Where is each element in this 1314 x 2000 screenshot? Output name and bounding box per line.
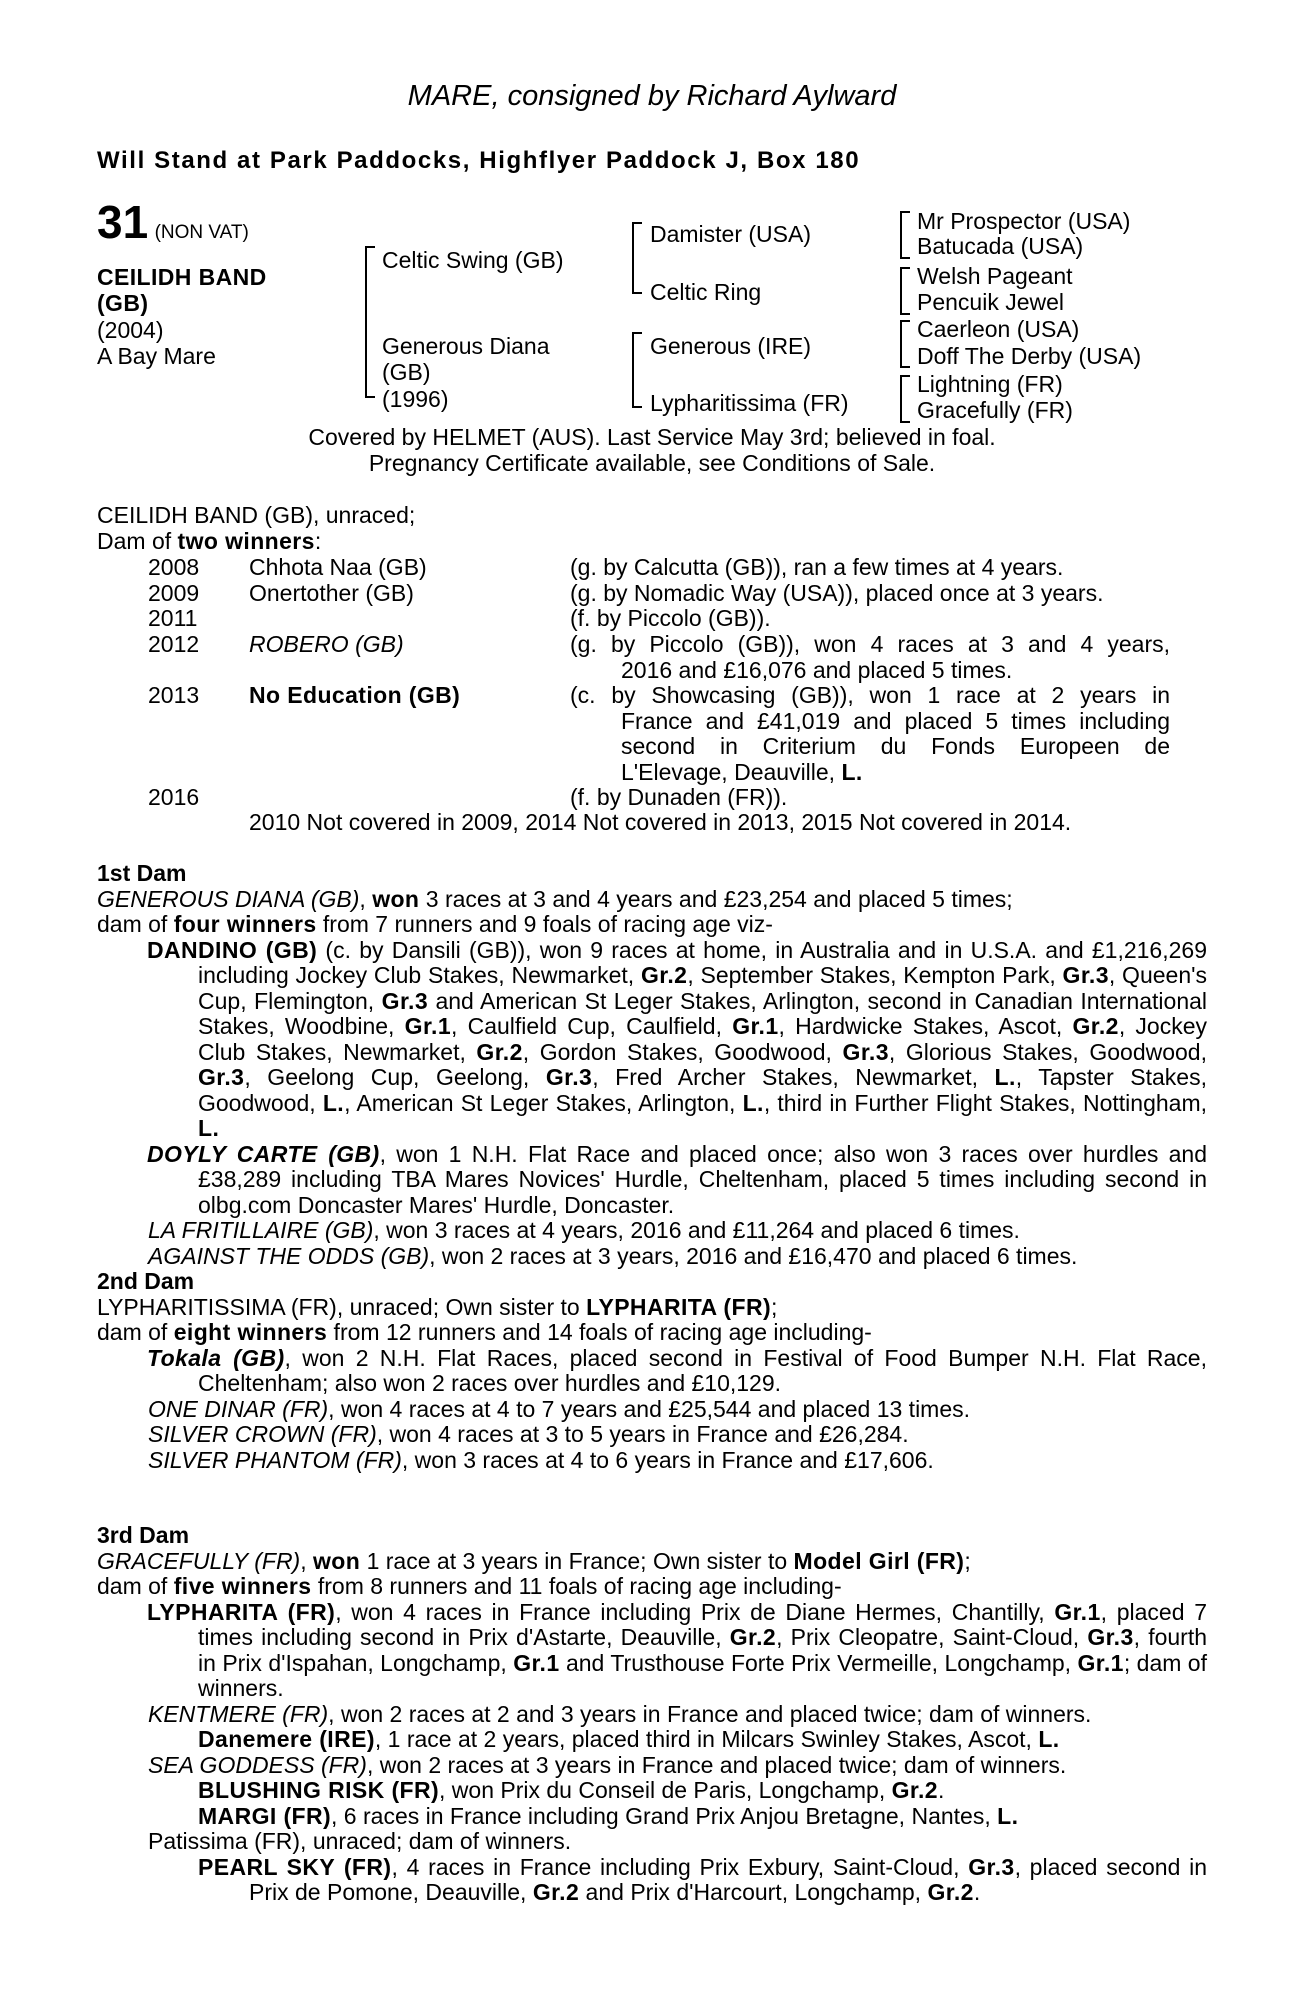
progeny-entry: DANDINO (GB) (c. by Dansili (GB)), won 9 races at home, in Australia and in U.S.A. and £1,216,269 including Jockey Club Stakes, Newmarket, Gr.2, September Stakes, Kempton Park, Gr.3, Queen's Cup, Flemington, Gr.3 and American St Leger Stakes, Arlington, second in Canadian International Stakes, Woodbine, Gr.1, Caulfield Cup, Caulfield, Gr.1, Hardwicke Stakes, Ascot, Gr.2, Jockey Club Stakes, Newmarket, Gr.2, Gordon Stakes, Goodwood, Gr.3, Glorious Stakes, Goodwood, Gr.3, Geelong Cup, Geelong, Gr.3, Fred Archer Stakes, Newmarket, L., Tapster Stakes, Goodwood, L., American St Leger Stakes, Arlington, L., third in Further Flight Stakes, Nottingham, L. [147, 936, 1208, 1141]
horse-description: A Bay Mare [97, 343, 216, 369]
produce-year: 2011 [148, 605, 198, 631]
page-title: MARE, consigned by Richard Aylward [407, 80, 897, 112]
second-dam-section [97, 1269, 1207, 1473]
section-heading: 1st Dam [97, 860, 187, 886]
pedigree-dss: Caerleon (USA) [917, 316, 1080, 342]
pedigree-sire: Celtic Swing (GB) [382, 247, 564, 273]
pedigree-brace-ds [900, 320, 910, 368]
pedigree-sire-sire: Damister (USA) [650, 221, 812, 247]
pedigree-sss: Mr Prospector (USA) [917, 208, 1131, 234]
produce-details: (f. by Piccolo (GB)). [570, 605, 771, 631]
progeny-entry: PEARL SKY (FR), 4 races in France including Prix Exbury, Saint-Cloud, Gr.3, placed second in Prix de Pomone, Deauville, Gr.2 and Prix d'Harcourt, Longchamp, Gr.2. [198, 1853, 1207, 1905]
pedigree-sire-dam: Celtic Ring [650, 279, 762, 305]
produce-name: ROBERO (GB) [249, 631, 404, 657]
progeny-entry: AGAINST THE ODDS (GB), won 2 races at 3 years, 2016 and £16,470 and placed 6 times. [148, 1242, 1078, 1269]
progeny-entry: LA FRITILLAIRE (GB), won 3 races at 4 years, 2016 and £11,264 and placed 6 times. [148, 1217, 1020, 1243]
horse-name: CEILIDH BAND [97, 264, 267, 290]
vat-status: (NON VAT) [154, 222, 249, 243]
pedigree-brace-ss [900, 211, 910, 259]
progeny-entry: ONE DINAR (FR), won 4 races at 4 to 7 years and £25,544 and placed 13 times. [148, 1395, 971, 1422]
dam-intro: LYPHARITISSIMA (FR), unraced; Own sister to LYPHARITA (FR); [97, 1293, 778, 1320]
produce-details: (f. by Dunaden (FR)). [570, 784, 788, 810]
not-covered-note: 2010 Not covered in 2009, 2014 Not covered in 2013, 2015 Not covered in 2014. [249, 809, 1072, 835]
pedigree-ddd: Gracefully (FR) [917, 397, 1073, 423]
horse-year: (2004) [97, 317, 164, 343]
dam-of-line: dam of five winners from 8 runners and 11 foals of racing age including- [97, 1573, 842, 1599]
produce-year: 2012 [148, 631, 200, 657]
pedigree-sds: Welsh Pageant [917, 263, 1073, 289]
lot-number: 31 [97, 196, 149, 248]
section-heading: 2nd Dam [97, 1268, 195, 1294]
covered-line: Covered by HELMET (AUS). Last Service May 3rd; believed in foal. [308, 424, 996, 450]
progeny-entry: SEA GODDESS (FR), won 2 races at 3 years in France and placed twice; dam of winners. [148, 1751, 1067, 1778]
pregnancy-line: Pregnancy Certificate available, see Conditions of Sale. [368, 450, 936, 476]
horse-country: (GB) [97, 290, 149, 316]
pedigree-brace-dd [900, 375, 910, 423]
progeny-entry: Danemere (IRE), 1 race at 2 years, placed third in Milcars Swinley Stakes, Ascot, L. [198, 1726, 1060, 1752]
progeny-entry: SILVER PHANTOM (FR), won 3 races at 4 to 6 years in France and £17,606. [148, 1446, 934, 1473]
section-heading: 3rd Dam [97, 1522, 190, 1548]
pedigree-brace-sd [900, 267, 910, 315]
produce-year: 2016 [148, 784, 200, 810]
produce-details: (c. by Showcasing (GB)), won 1 race at 2 years in France and £41,019 and placed 5 times including second in Criterium du Fonds Europeen de L'Elevage, Deauville, L. [570, 682, 1170, 785]
dam-of-line: dam of eight winners from 12 runners and 14 foals of racing age including- [97, 1319, 872, 1345]
produce-name: Onertother (GB) [249, 580, 414, 606]
produce-year: 2009 [148, 580, 200, 606]
first-dam-section [97, 861, 1207, 1269]
pedigree-sdd: Pencuik Jewel [917, 289, 1065, 315]
produce-year: 2008 [148, 554, 200, 580]
pedigree-dam-sire: Generous (IRE) [650, 333, 812, 359]
pedigree-dam-year: (1996) [382, 386, 449, 412]
third-dam-section [97, 1523, 1207, 1906]
progeny-entry: MARGI (FR), 6 races in France including Grand Prix Anjou Bretagne, Nantes, L. [198, 1802, 1019, 1829]
progeny-entry: BLUSHING RISK (FR), won Prix du Conseil de Paris, Longchamp, Gr.2. [198, 1777, 945, 1803]
stand-location: Will Stand at Park Paddocks, Highflyer Paddock J, Box 180 [97, 147, 861, 174]
progeny-entry: LYPHARITA (FR), won 4 races in France including Prix de Diane Hermes, Chantilly, Gr.1, placed 7 times including second in Prix d'Astarte, Deauville, Gr.2, Prix Cleopatre, Saint-Cloud, Gr.3, fourth in Prix d'Ispahan, Longchamp, Gr.1 and Trusthouse Forte Prix Vermeille, Longchamp, Gr.1; dam of winners. [147, 1598, 1208, 1701]
progeny-entry: SILVER CROWN (FR), won 4 races at 3 to 5 years in France and £26,284. [148, 1421, 909, 1447]
pedigree-ssd: Batucada (USA) [917, 233, 1084, 259]
produce-details: (g. by Calcutta (GB)), ran a few times at 4 years. [570, 554, 1064, 580]
progeny-entry: Patissima (FR), unraced; dam of winners. [148, 1828, 572, 1854]
progeny-entry: Tokala (GB), won 2 N.H. Flat Races, placed second in Festival of Food Bumper N.H. Flat Race, Cheltenham; also won 2 races over hurdles and £10,129. [147, 1344, 1207, 1396]
pedigree-brace-sire [632, 222, 642, 294]
pedigree-dam-line1: Generous Diana [382, 333, 550, 359]
progeny-entry: DOYLY CARTE (GB), won 1 N.H. Flat Race and placed once; also won 3 races over hurdles and £38,289 including TBA Mares Novices' Hurdle, Cheltenham, placed 5 times including second in olbg.com Doncaster Mares' Hurdle, Doncaster. [147, 1140, 1207, 1218]
produce-details: (g. by Nomadic Way (USA)), placed once at 3 years. [570, 580, 1104, 606]
produce-year: 2013 [148, 682, 200, 708]
pedigree-dam-dam: Lypharitissima (FR) [650, 390, 849, 416]
produce-intro: CEILIDH BAND (GB), unraced; [97, 502, 416, 528]
dam-of-line: Dam of two winners: [97, 528, 322, 554]
pedigree-brace-main [365, 246, 375, 398]
pedigree-dsd: Doff The Derby (USA) [917, 343, 1142, 369]
dam-intro: GRACEFULLY (FR), won 1 race at 3 years in France; Own sister to Model Girl (FR); [97, 1547, 971, 1574]
progeny-entry: KENTMERE (FR), won 2 races at 2 and 3 years in France and placed twice; dam of winners. [148, 1700, 1092, 1727]
produce-name: No Education (GB) [249, 682, 461, 708]
dam-intro: GENEROUS DIANA (GB), won 3 races at 3 and 4 years and £23,254 and placed 5 times; [97, 885, 1013, 912]
produce-details: (g. by Piccolo (GB)), won 4 races at 3 and 4 years, 2016 and £16,076 and placed 5 times. [570, 631, 1170, 683]
produce-name: Chhota Naa (GB) [249, 554, 427, 580]
lot-number-line [97, 196, 249, 248]
pedigree-brace-dam [632, 332, 642, 408]
pedigree-dam-line2: (GB) [382, 359, 431, 385]
pedigree-dds: Lightning (FR) [917, 371, 1063, 397]
dam-of-line: dam of four winners from 7 runners and 9 foals of racing age viz- [97, 911, 773, 937]
